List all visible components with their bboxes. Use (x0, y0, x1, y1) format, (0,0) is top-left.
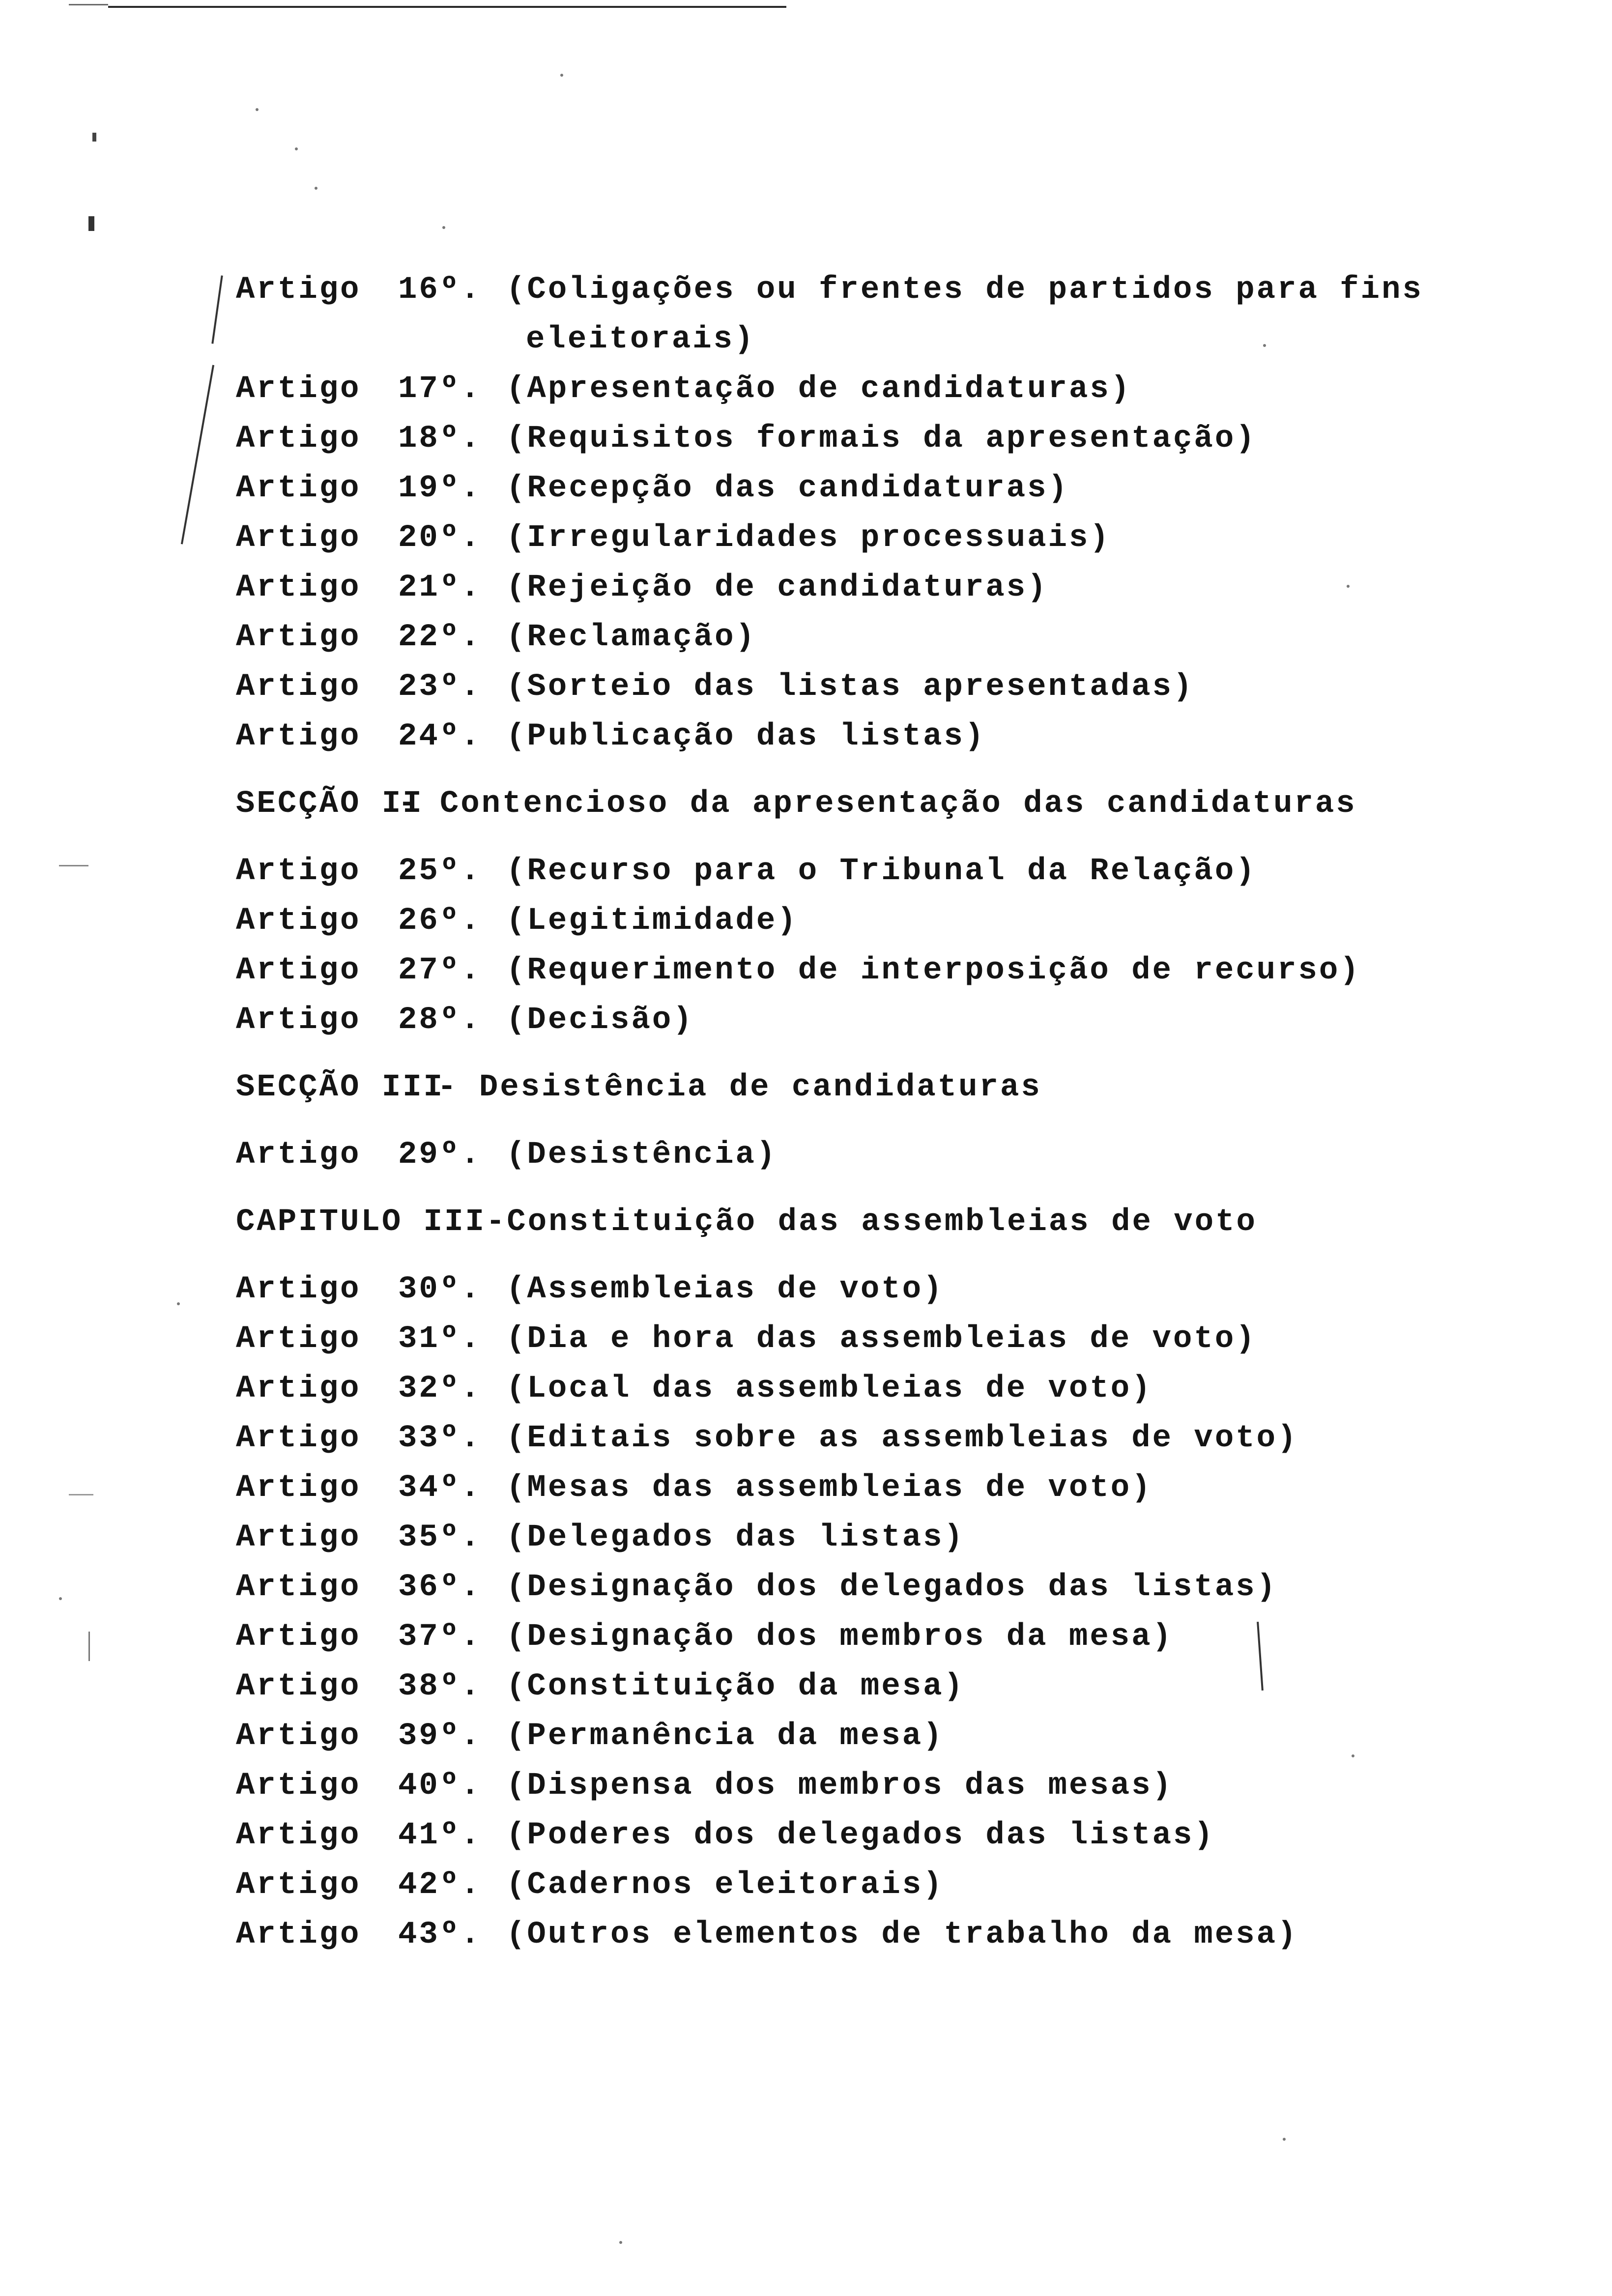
chapter-title: CAPITULO III-Constituição das assembleias de voto (236, 1205, 1257, 1240)
article-row (236, 514, 1445, 563)
article-label: Artigo (236, 272, 361, 308)
section-label: SECÇÃO II (236, 786, 424, 822)
section-title: - Contencioso da apresentação das candidaturas (398, 786, 1357, 822)
article-title: (Delegados das listas) (506, 1520, 965, 1555)
article-number: 17º. (398, 372, 482, 407)
article-label: Artigo (236, 1818, 361, 1853)
article-row (236, 414, 1445, 464)
article-title: (Coligações ou frentes de partidos para fins (506, 272, 1423, 308)
speck (619, 2241, 622, 2244)
margin-mark (59, 865, 88, 866)
article-title: (Requerimento de interposição de recurso) (506, 953, 1361, 988)
article-row (236, 1612, 1445, 1662)
article-title: (Legitimidade) (506, 903, 798, 939)
article-title: (Cadernos eleitorais) (506, 1867, 944, 1903)
article-row (236, 996, 1445, 1045)
margin-mark (69, 1494, 93, 1495)
article-row (236, 365, 1445, 414)
article-label: Artigo (236, 1917, 361, 1952)
article-number: 24º. (398, 719, 482, 754)
margin-mark (181, 365, 214, 544)
article-row (236, 265, 1445, 315)
article-title: (Desistência) (506, 1137, 777, 1173)
article-title-continuation-text: eleitorais) (526, 322, 755, 357)
article-label: Artigo (236, 570, 361, 605)
article-title: (Mesas das assembleias de voto) (506, 1470, 1152, 1506)
article-title: (Requisitos formais da apresentação) (506, 421, 1257, 457)
article-label: Artigo (236, 719, 361, 754)
article-label: Artigo (236, 854, 361, 889)
section-heading (236, 1063, 1445, 1113)
article-title: (Sorteio das listas apresentadas) (506, 669, 1194, 705)
article-row (236, 896, 1445, 946)
article-label: Artigo (236, 1470, 361, 1506)
article-number: 41º. (398, 1818, 482, 1853)
article-number: 18º. (398, 421, 482, 457)
speck (256, 108, 259, 111)
article-label: Artigo (236, 1669, 361, 1704)
article-title: (Editais sobre as assembleias de voto) (506, 1421, 1298, 1456)
article-label: Artigo (236, 471, 361, 506)
article-number: 39º. (398, 1719, 482, 1754)
article-label: Artigo (236, 620, 361, 655)
article-number: 33º. (398, 1421, 482, 1456)
speck (1283, 2138, 1286, 2141)
article-row (236, 1513, 1445, 1563)
article-row (236, 1315, 1445, 1364)
article-row (236, 1662, 1445, 1712)
article-number: 22º. (398, 620, 482, 655)
article-label: Artigo (236, 1137, 361, 1173)
article-row (236, 464, 1445, 514)
margin-mark (92, 133, 96, 142)
article-row (236, 662, 1445, 712)
article-number: 43º. (398, 1917, 482, 1952)
article-label: Artigo (236, 1619, 361, 1655)
article-number: 20º. (398, 520, 482, 556)
top-rule (108, 6, 786, 8)
article-number: 40º. (398, 1768, 482, 1804)
article-title: (Constituição da mesa) (506, 1669, 965, 1704)
article-row (236, 1960, 1445, 2009)
chapter-heading (236, 1198, 1445, 1247)
article-title: (Outros elementos de trabalho da mesa) (506, 1917, 1298, 1952)
article-label: Artigo (236, 1520, 361, 1555)
top-rule-fragment (69, 4, 108, 5)
margin-mark (88, 216, 94, 231)
article-number: 27º. (398, 953, 482, 988)
table-of-contents (236, 265, 1445, 2009)
margin-mark (211, 275, 223, 344)
article-label: Artigo (236, 669, 361, 705)
article-row (236, 1712, 1445, 1761)
article-label: Artigo (236, 1272, 361, 1307)
article-label: Artigo (236, 520, 361, 556)
article-title: (Local das assembleias de voto) (506, 1371, 1152, 1406)
article-number: 30º. (398, 1272, 482, 1307)
article-title: (Dia e hora das assembleias de voto) (506, 1321, 1257, 1357)
article-title: (Permanência da mesa) (506, 1719, 944, 1754)
article-title-continuation (236, 315, 1445, 365)
article-row (236, 1563, 1445, 1612)
article-number: 23º. (398, 669, 482, 705)
article-number: 16º. (398, 272, 482, 308)
article-label: Artigo (236, 372, 361, 407)
article-title: (Recepção das candidaturas) (506, 471, 1069, 506)
article-row (236, 1464, 1445, 1513)
article-number: 29º. (398, 1137, 482, 1173)
article-title: (Recurso para o Tribunal da Relação) (506, 854, 1257, 889)
article-row (236, 1414, 1445, 1464)
article-row (236, 613, 1445, 662)
article-label: Artigo (236, 1371, 361, 1406)
article-row (236, 1811, 1445, 1861)
article-number: 35º. (398, 1520, 482, 1555)
article-title: (Designação dos delegados das listas) (506, 1570, 1278, 1605)
spacer (236, 1045, 1445, 1063)
article-label: Artigo (236, 1003, 361, 1038)
section-title: - Desistência de candidaturas (437, 1070, 1042, 1105)
article-label: Artigo (236, 1867, 361, 1903)
article-title: (Designação dos membros da mesa) (506, 1619, 1173, 1655)
article-label: Artigo (236, 1719, 361, 1754)
article-label: Artigo (236, 1570, 361, 1605)
article-number: 36º. (398, 1570, 482, 1605)
article-title: (Decisão) (506, 1003, 694, 1038)
article-number: 31º. (398, 1321, 482, 1357)
article-number: 26º. (398, 903, 482, 939)
article-title: (Poderes dos delegados das listas) (506, 1818, 1215, 1853)
article-number: 19º. (398, 471, 482, 506)
spacer (236, 1247, 1445, 1265)
spacer (236, 762, 1445, 779)
margin-mark (88, 1632, 90, 1661)
article-title: (Assembleias de voto) (506, 1272, 944, 1307)
article-title: (Publicação das listas) (506, 719, 986, 754)
spacer (236, 829, 1445, 847)
article-row (236, 946, 1445, 996)
article-row (236, 1265, 1445, 1315)
article-title: (Rejeição de candidaturas) (506, 570, 1048, 605)
article-title: (Irregularidades processuais) (506, 520, 1111, 556)
article-number: 37º. (398, 1619, 482, 1655)
article-number: 42º. (398, 1867, 482, 1903)
article-row (236, 563, 1445, 613)
article-label: Artigo (236, 421, 361, 457)
article-title: (Dispensa dos membros das mesas) (506, 1768, 1173, 1804)
speck (177, 1302, 180, 1305)
article-label: Artigo (236, 1321, 361, 1357)
article-label: Artigo (236, 1768, 361, 1804)
article-row (236, 847, 1445, 896)
article-number: 32º. (398, 1371, 482, 1406)
article-row (236, 1910, 1445, 1960)
article-row (236, 712, 1445, 762)
article-number: 28º. (398, 1003, 482, 1038)
speck (315, 187, 317, 190)
speck (295, 147, 298, 150)
article-number: 25º. (398, 854, 482, 889)
article-row (236, 1130, 1445, 1180)
spacer (236, 1113, 1445, 1130)
spacer (236, 1180, 1445, 1198)
article-title: (Reclamação) (506, 620, 756, 655)
article-number: 38º. (398, 1669, 482, 1704)
speck (59, 1597, 62, 1600)
article-title: (Apresentação de candidaturas) (506, 372, 1132, 407)
section-label: SECÇÃO III (236, 1070, 445, 1105)
section-heading (236, 779, 1445, 829)
article-label: Artigo (236, 953, 361, 988)
article-label: Artigo (236, 903, 361, 939)
article-number: 21º. (398, 570, 482, 605)
speck (442, 226, 445, 229)
speck (560, 74, 563, 77)
article-row (236, 1364, 1445, 1414)
article-number: 34º. (398, 1470, 482, 1506)
article-row (236, 1861, 1445, 1910)
article-row (236, 1761, 1445, 1811)
article-label: Artigo (236, 1421, 361, 1456)
